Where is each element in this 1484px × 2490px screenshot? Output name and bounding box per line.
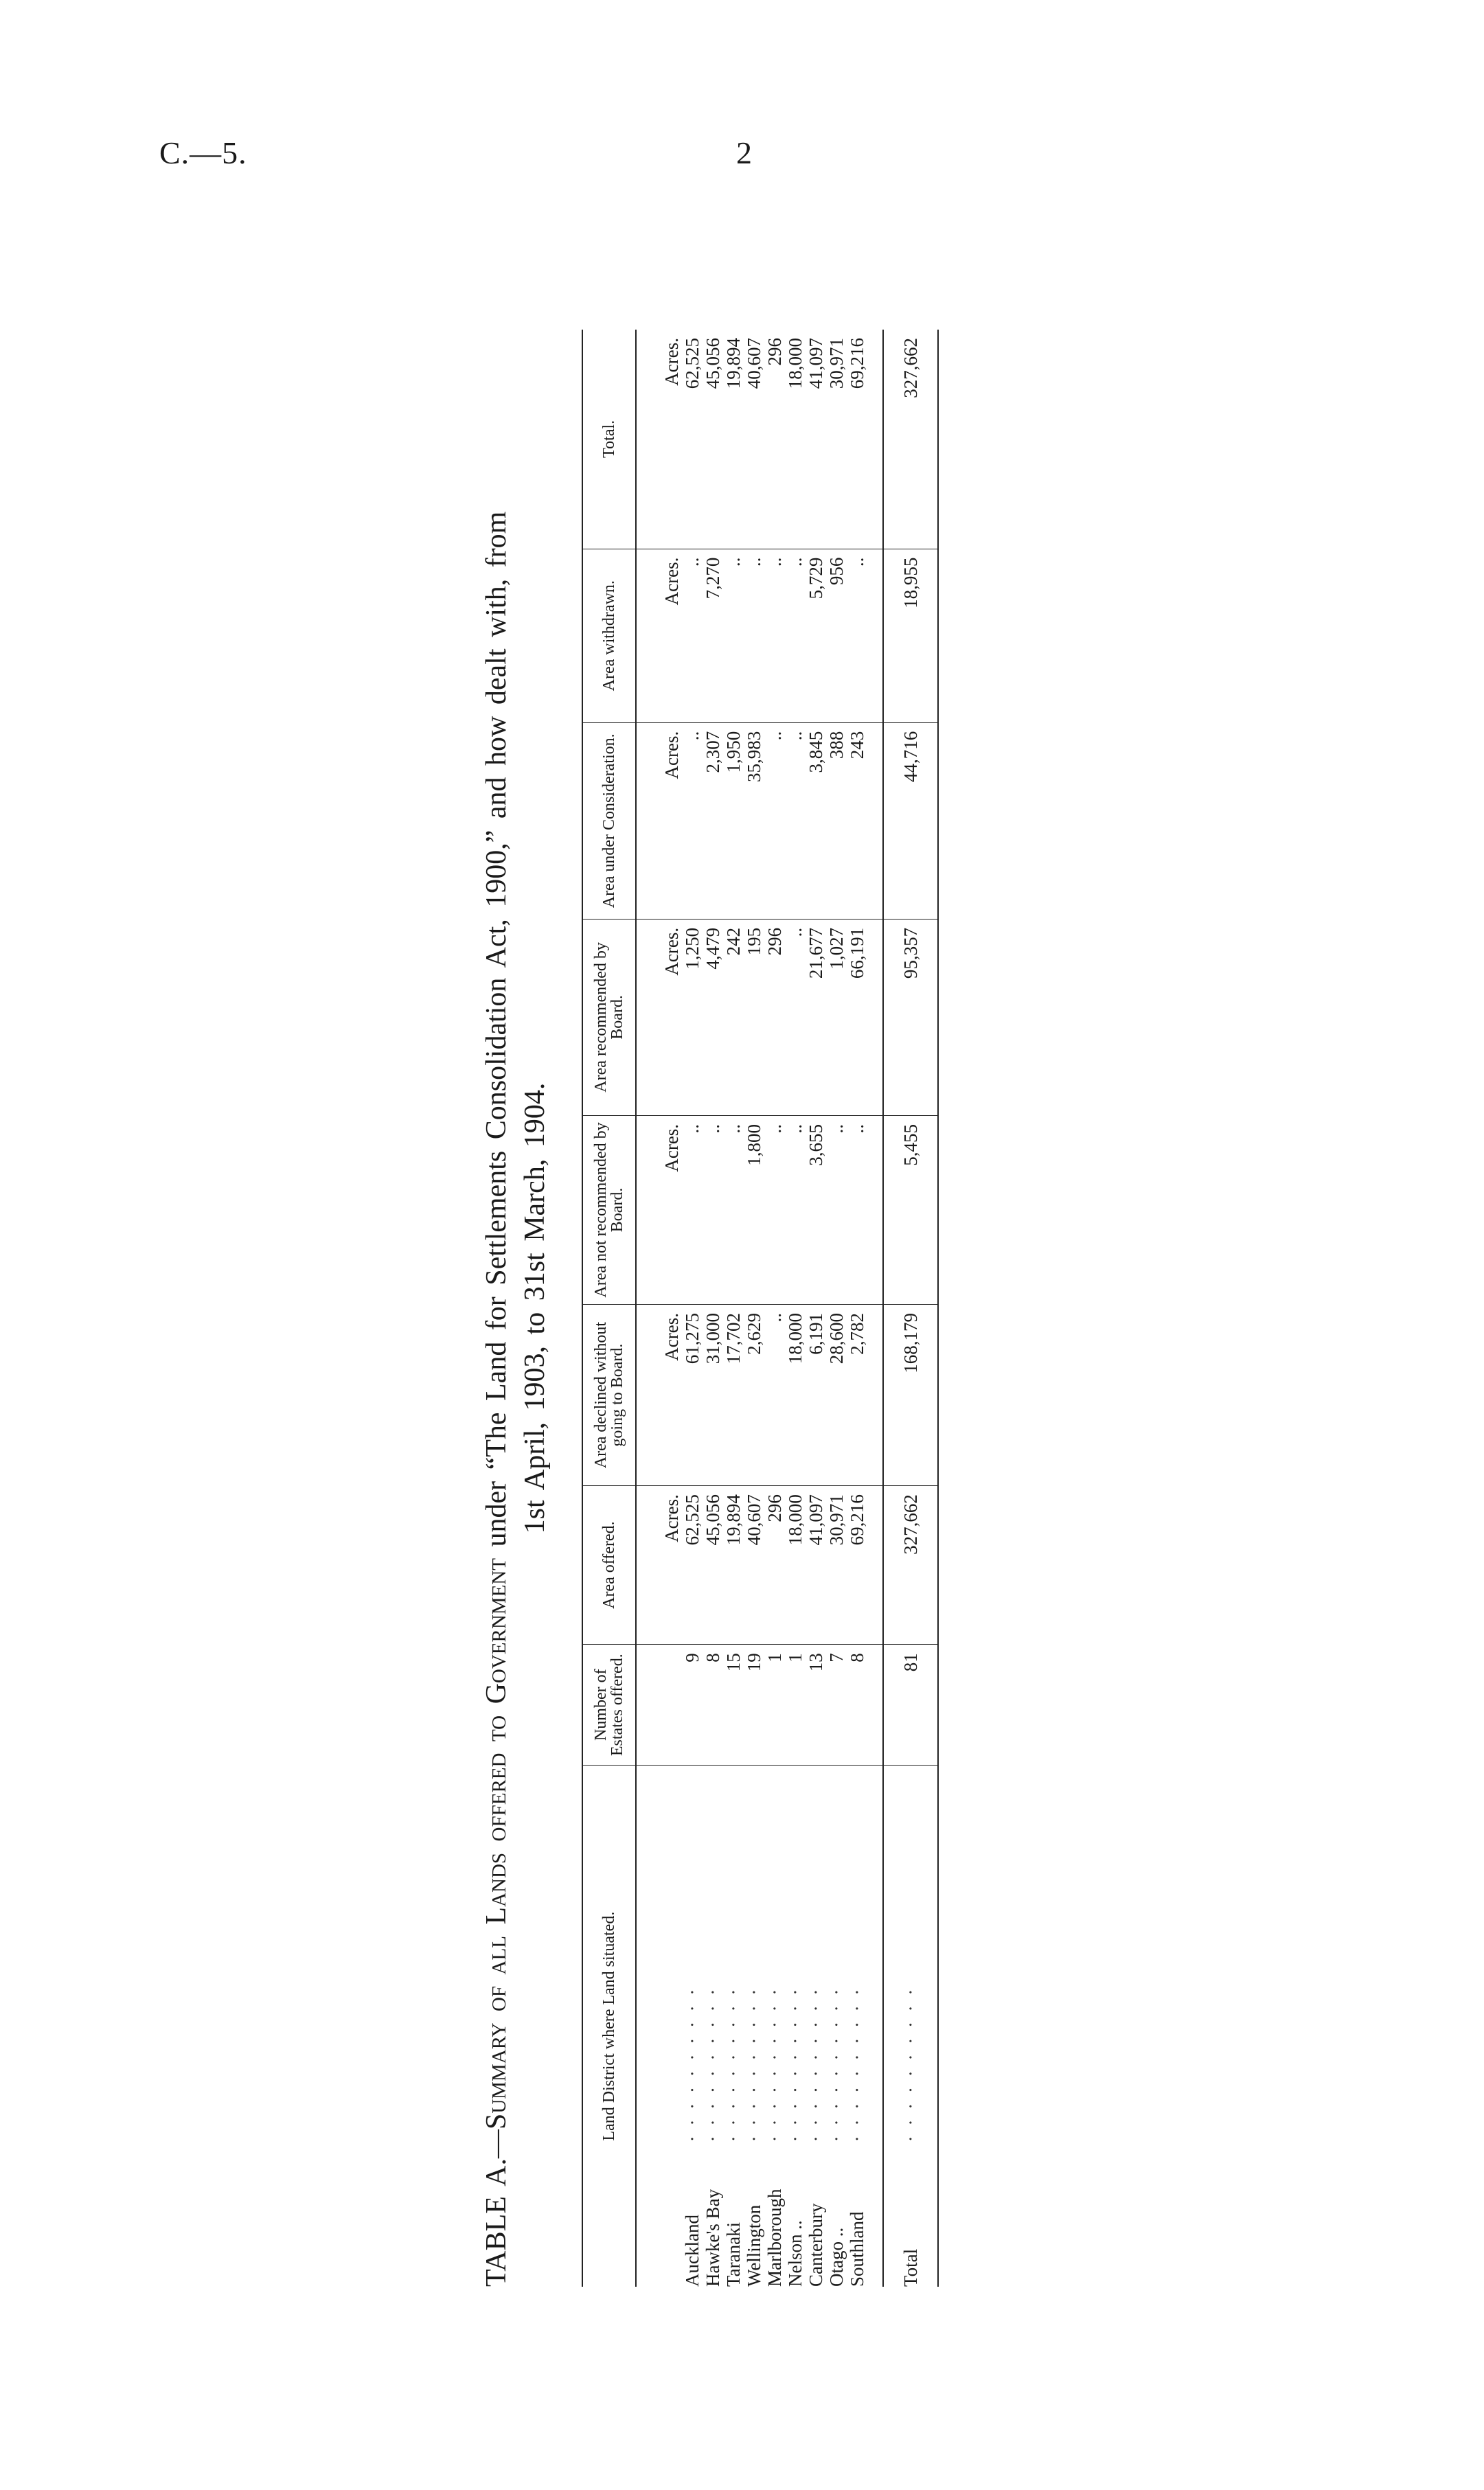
column-header: Area under Consideration. [582, 722, 636, 919]
table-cell: 327,662 [883, 330, 938, 549]
table-cell: 1,950 [723, 722, 744, 919]
table-cell: .. [785, 722, 806, 919]
table-cell: 41,097 [806, 330, 826, 549]
header-row [582, 330, 636, 2287]
table-cell: .. [723, 549, 744, 722]
table-cell: 62,525 [682, 1486, 703, 1645]
table-cell: .. [785, 1115, 806, 1304]
table-row [826, 330, 847, 2287]
table-cell: .. [764, 722, 785, 919]
caption-line-2: 1st April, 1903, to 31st March, 1904. [519, 1082, 551, 1534]
caption-smallcaps: Summary of all Lands offered to Government [481, 1558, 512, 2130]
leader-dots: · · · · · · · · · · [806, 1986, 826, 2149]
table-cell: 327,662 [883, 1486, 938, 1645]
table-cell: .. [764, 549, 785, 722]
table-cell: 69,216 [847, 1486, 883, 1645]
table-cell: 18,955 [883, 549, 938, 722]
leader-dots: · · · · · · · · · · [847, 1986, 867, 2149]
leader-dots: · · · · · · · · · · [703, 1986, 723, 2149]
leader-dots: · · · · · · · · · · [785, 1986, 806, 2149]
table-cell: 195 [744, 919, 764, 1115]
column-header: Area recommended by Board. [582, 919, 636, 1115]
table-row [723, 330, 744, 2287]
table-cell: 66,191 [847, 919, 883, 1115]
table-cell: 296 [764, 330, 785, 549]
table-cell: 19 [744, 1645, 764, 1766]
table-cell: 41,097 [806, 1486, 826, 1645]
table-cell: 2,307 [703, 722, 723, 919]
table-cell: 956 [826, 549, 847, 722]
district-name: Taranaki [723, 2221, 744, 2287]
district-name: Total [900, 2248, 921, 2287]
district-cell [826, 1766, 847, 2287]
table-cell: Acres. [636, 330, 682, 549]
table-cell: 44,716 [883, 722, 938, 919]
table-row [785, 330, 806, 2287]
table-cell: Acres. [636, 1486, 682, 1645]
table-cell: 1,800 [744, 1115, 764, 1304]
table-cell: Acres. [636, 722, 682, 919]
caption-rest: under “The Land for Settlements Consolidation Act, 1900,” and how dealt with, from [481, 511, 512, 1559]
table-row [744, 330, 764, 2287]
table-cell: 7,270 [703, 549, 723, 722]
table-cell: 62,525 [682, 330, 703, 549]
table-cell: 3,845 [806, 722, 826, 919]
table-cell: 242 [723, 919, 744, 1115]
district-cell [744, 1766, 764, 2287]
leader-dots: · · · · · · · · · · [826, 1986, 847, 2149]
table-cell: 168,179 [883, 1305, 938, 1486]
table-cell: 19,894 [723, 330, 744, 549]
table-cell: 243 [847, 722, 883, 919]
leader-dots: · · · · · · · · · · [744, 1986, 764, 2149]
district-cell [785, 1766, 806, 2287]
table-cell: .. [744, 549, 764, 722]
table-cell: 1,250 [682, 919, 703, 1115]
table-cell: Acres. [636, 1115, 682, 1304]
table-cell: 28,600 [826, 1305, 847, 1486]
table-cell: 8 [847, 1645, 883, 1766]
table-cell: .. [764, 1305, 785, 1486]
table-body [636, 330, 938, 2287]
district-name: Marlborough [764, 2189, 785, 2287]
district-cell [764, 1766, 785, 2287]
units-row [636, 330, 682, 2287]
table-cell: 31,000 [703, 1305, 723, 1486]
page-number: 2 [736, 135, 752, 170]
table-cell: 17,702 [723, 1305, 744, 1486]
table-cell: 7 [826, 1645, 847, 1766]
district-cell [847, 1766, 883, 2287]
table-cell: Acres. [636, 1305, 682, 1486]
district-cell [806, 1766, 826, 2287]
table-row [703, 330, 723, 2287]
district-cell [883, 1766, 938, 2287]
rotated-table-block [477, 330, 985, 2287]
district-cell [723, 1766, 744, 2287]
table-row [847, 330, 883, 2287]
table-cell: 19,894 [723, 1486, 744, 1645]
district-name: Otago .. [826, 2227, 847, 2287]
table-cell: Acres. [636, 549, 682, 722]
table-cell: 1 [764, 1645, 785, 1766]
table-cell [636, 1766, 682, 2287]
district-cell [703, 1766, 723, 2287]
district-name: Wellington [744, 2204, 764, 2287]
leader-dots: · · · · · · · · · · [682, 1986, 703, 2149]
table-row [764, 330, 785, 2287]
district-cell [682, 1766, 703, 2287]
table-cell: 296 [764, 919, 785, 1115]
table-cell: 3,655 [806, 1115, 826, 1304]
summary-table [582, 330, 939, 2287]
table-cell: .. [723, 1115, 744, 1304]
table-cell: 13 [806, 1645, 826, 1766]
table-cell: 40,607 [744, 330, 764, 549]
column-header: Number of Estates offered. [582, 1645, 636, 1766]
column-header: Area offered. [582, 1486, 636, 1645]
table-cell: .. [682, 1115, 703, 1304]
table-row [682, 330, 703, 2287]
table-cell [636, 1645, 682, 1766]
district-name: Southland [847, 2211, 867, 2287]
table-cell: .. [764, 1115, 785, 1304]
table-cell: 21,677 [806, 919, 826, 1115]
table-cell: 9 [682, 1645, 703, 1766]
table-cell: 18,000 [785, 1305, 806, 1486]
table-cell: 35,983 [744, 722, 764, 919]
table-cell: 296 [764, 1486, 785, 1645]
table-cell: .. [847, 549, 883, 722]
table-cell: .. [703, 1115, 723, 1304]
district-name: Canterbury [806, 2203, 826, 2287]
table-cell: 6,191 [806, 1305, 826, 1486]
table-cell: 2,629 [744, 1305, 764, 1486]
table-cell: 2,782 [847, 1305, 883, 1486]
table-cell: .. [682, 549, 703, 722]
table-cell: 81 [883, 1645, 938, 1766]
table-cell: 4,479 [703, 919, 723, 1115]
table-cell: 18,000 [785, 1486, 806, 1645]
column-header: Area not recommended by Board. [582, 1115, 636, 1304]
table-cell: .. [785, 919, 806, 1115]
table-cell: .. [826, 1115, 847, 1304]
table-caption [477, 330, 554, 2287]
table-cell: 61,275 [682, 1305, 703, 1486]
column-header: Total. [582, 330, 636, 549]
table-cell: 1 [785, 1645, 806, 1766]
column-header: Area declined without going to Board. [582, 1305, 636, 1486]
table-cell: Acres. [636, 919, 682, 1115]
district-name: Nelson .. [785, 2220, 806, 2287]
table-row [806, 330, 826, 2287]
caption-prefix: TABLE A.— [481, 2129, 512, 2287]
table-cell: 5,455 [883, 1115, 938, 1304]
table-cell: 69,216 [847, 330, 883, 549]
table-cell: 5,729 [806, 549, 826, 722]
table-cell: .. [847, 1115, 883, 1304]
leader-dots: · · · · · · · · · · [900, 1986, 921, 2149]
total-row [883, 330, 938, 2287]
district-name: Auckland [682, 2215, 703, 2287]
table-cell: 15 [723, 1645, 744, 1766]
table-cell: 18,000 [785, 330, 806, 549]
leader-dots: · · · · · · · · · · [764, 1986, 785, 2149]
table-cell: 95,357 [883, 919, 938, 1115]
district-name: Hawke's Bay [703, 2189, 723, 2287]
table-cell: 45,056 [703, 1486, 723, 1645]
table-cell: .. [785, 549, 806, 722]
table-cell: 30,971 [826, 330, 847, 549]
table-cell: .. [682, 722, 703, 919]
table-cell: 388 [826, 722, 847, 919]
leader-dots: · · · · · · · · · · [723, 1986, 744, 2149]
column-header: Land District where Land situated. [582, 1766, 636, 2287]
column-header: Area withdrawn. [582, 549, 636, 722]
page-reference: C.—5. [159, 135, 247, 170]
table-cell: 30,971 [826, 1486, 847, 1645]
table-cell: 1,027 [826, 919, 847, 1115]
table-cell: 45,056 [703, 330, 723, 549]
table-cell: 40,607 [744, 1486, 764, 1645]
table-cell: 8 [703, 1645, 723, 1766]
